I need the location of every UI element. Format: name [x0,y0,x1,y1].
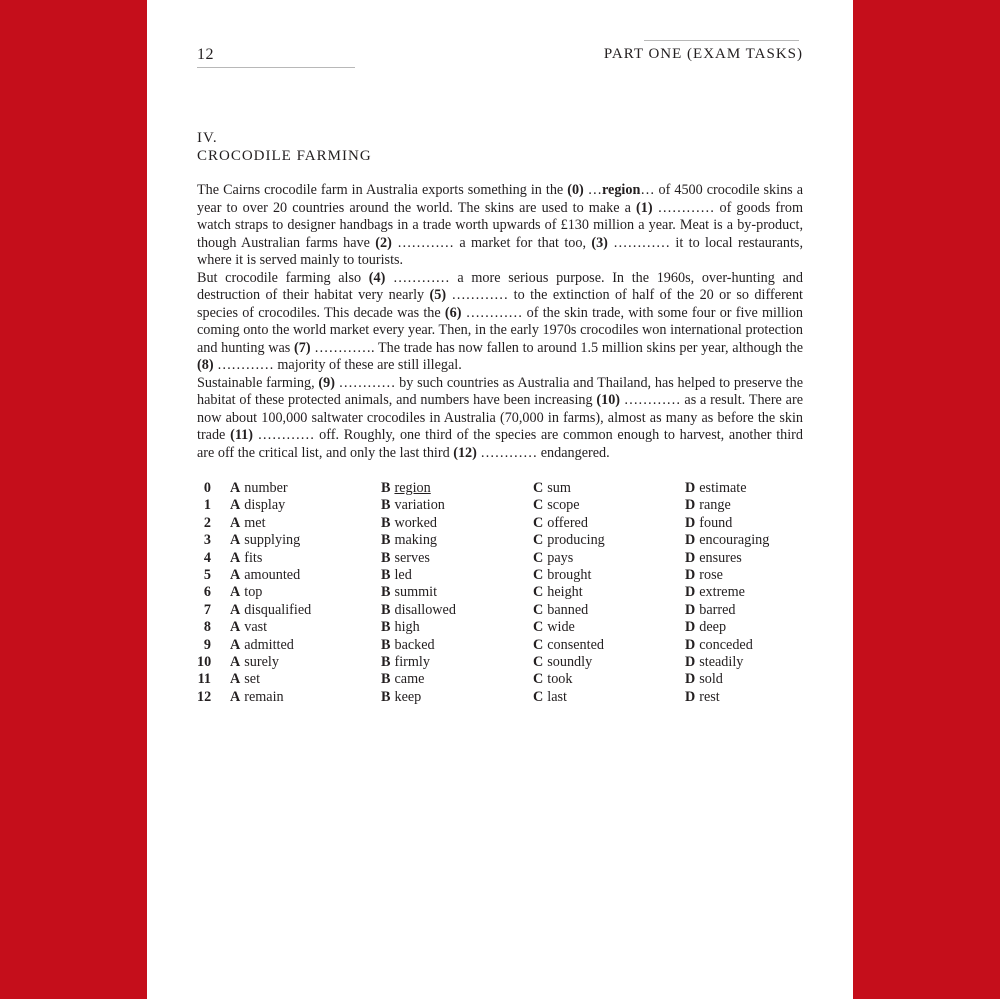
option-letter: C [533,636,544,653]
gap-marker: (11) [230,427,253,443]
option-c [533,671,572,688]
option-word: supplying [244,532,301,549]
option-word: vast [244,619,268,636]
gap-marker: (9) [318,374,335,391]
option-row [197,584,803,601]
option-word: consented [547,636,604,653]
running-head: PART ONE (EXAM TASKS) [603,46,803,62]
gap-marker: (5) [429,287,447,303]
option-d [685,689,720,706]
option-letter: D [685,636,696,653]
option-letter: D [685,497,696,514]
option-c [533,497,580,514]
gap-marker: region [601,182,641,198]
option-c [533,567,591,584]
option-letter: A [230,688,241,705]
option-word: pays [547,549,574,566]
option-b [381,497,445,514]
option-b [381,550,430,567]
option-word: set [244,671,261,688]
option-letter: C [533,601,544,618]
question-number: 2 [203,514,211,531]
option-c [533,654,592,671]
option-word: came [394,671,425,688]
option-word: fits [244,549,263,566]
option-word: rest [699,688,720,705]
option-letter: D [685,619,696,636]
option-word: found [699,514,733,531]
option-a [230,654,279,671]
option-d [685,584,745,601]
option-word: variation [394,497,445,514]
option-row [197,654,803,671]
question-number: 4 [203,549,211,566]
option-row [197,637,803,654]
option-word: producing [547,532,605,549]
option-word: banned [547,601,589,618]
option-a [230,689,284,706]
option-word: disallowed [394,601,456,618]
option-a [230,619,267,636]
option-letter: B [381,688,391,705]
option-letter: B [381,619,391,636]
option-c [533,480,571,497]
option-a [230,550,262,567]
option-b [381,480,431,497]
option-row [197,671,803,688]
passage-text: ………… a market for that too, [391,234,592,251]
option-a [230,480,288,497]
option-a [230,602,311,619]
option-word: estimate [699,480,747,496]
option-word: rose [699,566,723,583]
gap-marker: (4) [368,269,386,286]
option-word: firmly [394,653,430,670]
option-letter: C [533,497,544,514]
option-letter: B [381,532,391,549]
page-number: 12 [197,46,214,63]
section-number: IV. [197,130,218,146]
option-letter: B [381,549,391,566]
option-word: encouraging [699,532,770,549]
option-word: last [547,688,567,705]
gap-marker: (7) [294,339,311,356]
option-a [230,497,285,514]
option-letter: A [230,549,241,566]
gap-marker: (1) [636,199,653,216]
option-word: amounted [244,566,301,583]
option-a [230,584,262,601]
option-letter: C [533,480,544,496]
option-row [197,550,803,567]
option-row [197,619,803,636]
option-letter: B [381,566,391,583]
option-a [230,532,300,549]
question-number: 11 [197,671,211,688]
option-letter: C [533,549,544,566]
option-word: high [394,619,420,636]
option-word: number [244,480,288,496]
option-a [230,515,266,532]
option-letter: C [533,619,544,636]
option-b [381,637,435,654]
option-b [381,671,424,688]
passage-text: But crocodile farming also [197,269,369,286]
option-word: height [547,584,583,601]
option-b [381,619,420,636]
option-word: scope [547,497,580,514]
option-d [685,515,732,532]
option-letter: D [685,549,696,566]
option-b [381,515,437,532]
question-number: 5 [203,566,211,583]
option-letter: A [230,497,241,514]
section-title: CROCODILE FARMING [197,148,372,164]
option-letter: B [381,653,391,670]
option-word: wide [547,619,575,636]
option-word: ensures [699,549,742,566]
gap-marker: (6) [444,304,462,321]
option-b [381,567,412,584]
gap-marker: (8) [197,357,214,373]
option-row [197,497,803,514]
option-letter: C [533,584,544,601]
option-d [685,602,735,619]
passage-text: ………… to the extinction of half of the 20 or so different species of crocodiles. This decade was the [197,287,804,321]
option-word: making [394,532,438,549]
option-b [381,654,430,671]
option-letter: A [230,636,241,653]
option-c [533,532,605,549]
option-b [381,532,437,549]
option-letter: B [381,671,391,688]
passage-text: The Cairns crocodile farm in Australia exports something in the [197,182,568,198]
option-letter: B [381,601,391,618]
option-c [533,515,588,532]
option-letter: C [533,566,544,583]
header-rule-left [197,67,355,68]
option-d [685,567,723,584]
gap-marker: (12) [453,444,477,461]
option-letter: D [685,566,696,583]
option-letter: B [381,514,391,531]
passage-text: ………… by such countries as Australia and Thailand, has helped to preserve the habitat of these protected animals, and numbers have been increasing [197,374,803,408]
option-c [533,550,573,567]
option-d [685,497,731,514]
passage-paragraph-2 [197,270,803,375]
option-b [381,689,421,706]
option-row [197,515,803,532]
passage-text: Sustainable farming, [197,374,319,391]
gap-marker: (10) [596,392,621,408]
question-number: 3 [203,532,211,549]
answer-options-table [197,480,803,706]
option-word: display [244,497,286,514]
option-word: offered [547,514,588,531]
option-d [685,532,769,549]
option-a [230,567,300,584]
option-word: conceded [699,636,753,653]
option-c [533,689,567,706]
passage-text: ………… of goods from watch straps to designer handbags in a trade worth upwards of £130 million a year. Meat is a by-product, though Australian farms have [197,199,804,251]
option-letter: D [685,671,696,688]
option-word: deep [699,619,727,636]
option-letter: D [685,514,696,531]
gap-marker: (3) [591,234,608,251]
option-row [197,689,803,706]
passage-paragraph-1 [197,182,803,270]
option-a [230,671,260,688]
gap-marker: (0) [567,182,584,198]
option-letter: D [685,480,696,496]
option-word: soundly [547,653,593,670]
page [147,0,853,999]
passage-text: … of 4500 crocodile skins a year to over 20 countries around the world. The skins are used to make a [197,182,804,216]
option-letter: A [230,480,241,496]
option-d [685,671,723,688]
question-number: 7 [203,601,211,618]
passage-text: ………… off. Roughly, one third of the species are common enough to harvest, another third are off the critical list, and only the last third [197,427,803,461]
option-letter: C [533,532,544,549]
option-word: range [699,497,731,514]
passage-text: … [583,182,602,198]
option-word: steadily [699,653,744,670]
option-word: brought [547,566,592,583]
option-letter: A [230,566,241,583]
option-b [381,584,437,601]
option-word: extreme [699,584,745,601]
option-word: summit [394,584,438,601]
question-number: 12 [197,688,212,705]
option-letter: D [685,601,696,618]
option-word: region [394,480,431,496]
option-word: serves [394,549,430,566]
option-letter: D [685,688,696,705]
option-row [197,567,803,584]
option-b [381,602,456,619]
question-number: 1 [203,497,211,514]
option-word: sum [547,480,571,496]
gap-marker: (2) [375,234,392,251]
option-letter: C [533,671,544,688]
option-word: worked [394,514,438,531]
option-c [533,584,583,601]
option-letter: C [533,653,544,670]
option-word: disqualified [244,601,312,618]
option-row [197,602,803,619]
option-word: backed [394,636,435,653]
option-word: admitted [244,636,294,653]
option-d [685,480,747,497]
passage-text: ………… a more serious purpose. In the 1960s, over-hunting and destruction of their habitat very nearly [197,269,803,303]
passage-text: ………… endangered. [476,444,610,461]
header-rule-right [644,40,799,41]
passage-text: ………… of the skin trade, with some four or five million coming onto the world market every year. Then, in the early 1970s crocodiles won international protection and hunting was [197,304,803,356]
option-c [533,602,588,619]
option-c [533,637,604,654]
passage-text: …………. The trade has now fallen to around 1.5 million skins per year, although the [310,339,803,356]
option-a [230,637,294,654]
question-number: 0 [203,480,211,496]
option-word: surely [244,653,279,670]
question-number: 10 [197,653,212,670]
option-d [685,619,726,636]
option-word: remain [244,688,284,705]
option-row [197,480,803,497]
option-d [685,654,743,671]
question-number: 8 [203,619,211,636]
option-c [533,619,575,636]
option-letter: D [685,584,696,601]
option-word: top [244,584,263,601]
option-letter: A [230,601,241,618]
option-letter: A [230,653,241,670]
option-word: barred [699,601,736,618]
option-letter: C [533,514,544,531]
question-number: 9 [203,636,211,653]
option-letter: A [230,619,241,636]
option-letter: B [381,497,391,514]
option-d [685,637,753,654]
passage-paragraph-3 [197,375,803,463]
option-letter: A [230,671,241,688]
passage-text: ………… as a result. There are now about 100,000 saltwater crocodiles in Australia (70,000 in farms), almost as many as before the skin trade [197,392,803,443]
passage-text: ………… it to local restaurants, where it is served mainly to tourists. [197,234,803,268]
option-letter: A [230,584,241,601]
option-word: led [394,566,412,583]
option-d [685,550,742,567]
passage-text: ………… majority of these are still illegal. [213,357,462,373]
option-letter: D [685,653,696,670]
option-word: sold [699,671,723,688]
passage [197,182,803,462]
option-letter: A [230,532,241,549]
option-word: keep [394,688,422,705]
option-letter: B [381,636,391,653]
option-letter: B [381,480,391,496]
option-letter: B [381,584,391,601]
option-letter: D [685,532,696,549]
option-letter: A [230,514,241,531]
option-row [197,532,803,549]
option-word: took [547,671,573,688]
option-word: met [244,514,266,531]
option-letter: C [533,688,544,705]
question-number: 6 [203,584,211,601]
